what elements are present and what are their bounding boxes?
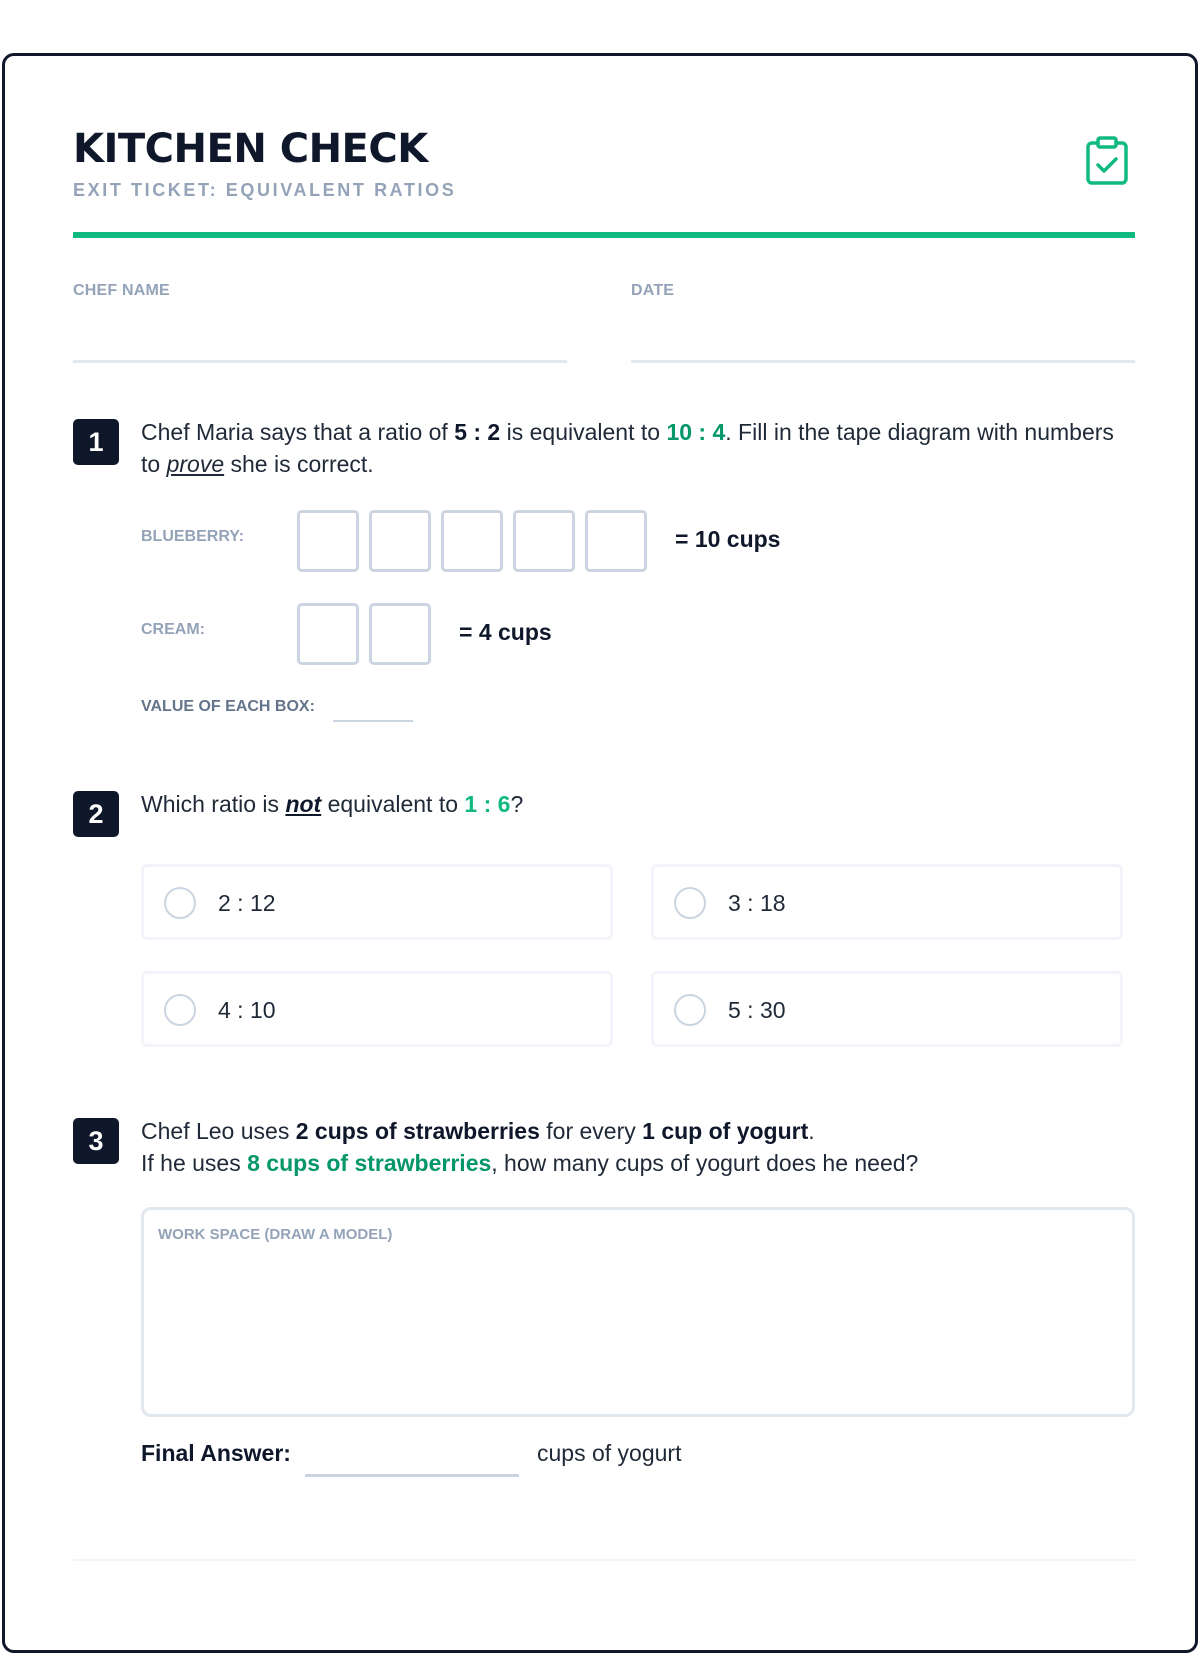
option-a[interactable] [141,864,613,940]
chef-name-label: CHEF NAME [73,282,170,299]
blueberry-tape [297,510,657,572]
question-2-number: 2 [73,791,119,837]
option-b[interactable] [651,864,1123,940]
blueberry-box[interactable] [441,510,503,572]
option-label: 2 : 12 [218,890,276,916]
date-field[interactable] [631,360,1135,363]
question-3-text: Chef Leo uses 2 cups of strawberries for every 1 cup of yogurt. If he uses 8 cups of strawberries, how many cups of yogurt does he need? [141,1118,919,1176]
value-each-box-label: VALUE OF EACH BOX: [141,698,315,715]
blueberry-box[interactable] [369,510,431,572]
date-label: DATE [631,282,675,299]
final-answer-unit: cups of yogurt [537,1440,682,1466]
question-3-number: 3 [73,1118,119,1164]
radio-button[interactable] [164,994,196,1026]
cream-box[interactable] [369,603,431,665]
page-title: KITCHEN CHECK [73,126,428,172]
blueberry-box[interactable] [513,510,575,572]
radio-button[interactable] [674,887,706,919]
footer-divider [73,1559,1135,1561]
clipboard-check-icon [1085,136,1129,186]
option-d[interactable] [651,971,1123,1047]
question-1-number: 1 [73,419,119,465]
final-answer-field[interactable] [305,1474,519,1477]
cream-tape [297,603,441,665]
radio-button[interactable] [674,994,706,1026]
option-label: 4 : 10 [218,997,276,1023]
value-each-box-field[interactable] [333,720,413,722]
exit-ticket-sheet [2,53,1198,1653]
blueberry-box[interactable] [297,510,359,572]
final-answer-label: Final Answer: [141,1440,291,1466]
chef-name-field[interactable] [73,360,567,363]
question-1-text: Chef Maria says that a ratio of 5 : 2 is equivalent to 10 : 4. Fill in the tape diagram with numbers to prove she is correct. [141,419,1114,477]
radio-button[interactable] [164,887,196,919]
cream-label: CREAM: [141,621,205,638]
page-subtitle: EXIT TICKET: EQUIVALENT RATIOS [73,180,457,200]
option-label: 3 : 18 [728,890,786,916]
option-c[interactable] [141,971,613,1047]
cream-total: = 4 cups [459,619,552,645]
option-label: 5 : 30 [728,997,786,1023]
blueberry-total: = 10 cups [675,526,781,552]
header-divider [73,232,1135,238]
blueberry-box[interactable] [585,510,647,572]
question-2-text: Which ratio is not equivalent to 1 : 6? [141,791,524,817]
blueberry-label: BLUEBERRY: [141,528,245,545]
workspace-label: WORK SPACE (DRAW A MODEL) [158,1226,393,1243]
workspace-box[interactable] [141,1207,1135,1417]
cream-box[interactable] [297,603,359,665]
